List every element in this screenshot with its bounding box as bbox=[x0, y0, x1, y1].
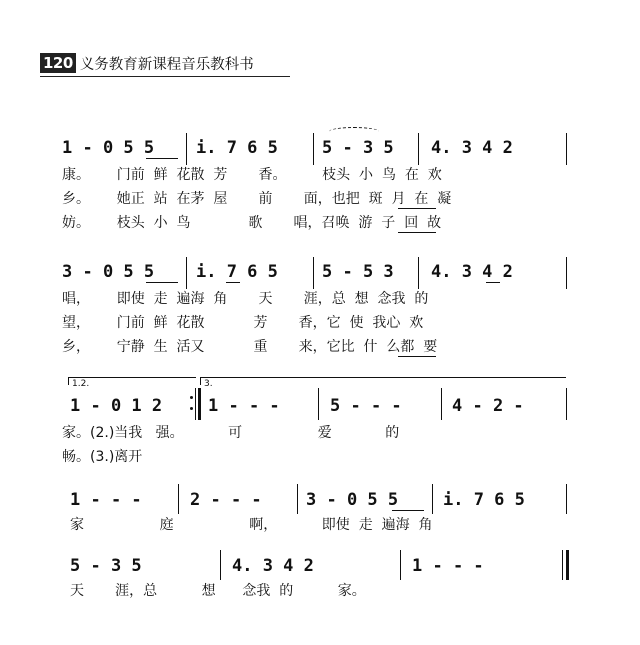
lyric-line: 妨。 枝头 小 鸟 歌 唱，召唤 游 子 回 故 bbox=[62, 215, 442, 231]
measure-3-3: 5 - - - bbox=[330, 396, 402, 416]
lyric-line: 乡。 她正 站 在茅 屋 前 面，也把 斑 月 在 凝 bbox=[62, 191, 452, 207]
volta-bracket bbox=[68, 377, 69, 385]
barline bbox=[418, 133, 419, 165]
measure-1-4: 4. 3 4 2 bbox=[431, 138, 513, 158]
lyric-line: 天 涯，总 想 念我 的 家。 bbox=[70, 583, 366, 599]
measure-2-2: i. 7 6 5 bbox=[196, 262, 278, 282]
lyric-line: 家 庭 啊， 即使 走 遍海 角 bbox=[70, 517, 433, 533]
measure-4-1: 1 - - - bbox=[70, 490, 142, 510]
repeat-dot bbox=[190, 396, 193, 399]
barline bbox=[178, 484, 179, 514]
repeat-barline bbox=[198, 388, 201, 420]
volta-label-2: 3. bbox=[204, 379, 213, 389]
measure-4-3: 3 - 0 5 5 bbox=[306, 490, 399, 510]
measure-5-3: 1 - - - bbox=[412, 556, 484, 576]
lyric-line: 望， 门前 鲜 花散 芳 香，它 使 我心 欢 bbox=[62, 315, 424, 331]
lyric-underline bbox=[398, 356, 436, 357]
barline bbox=[566, 257, 567, 289]
barline bbox=[313, 257, 314, 289]
lyric-line: 康。 门前 鲜 花散 芳 香。 枝头 小 鸟 在 欢 bbox=[62, 167, 442, 183]
measure-3-2: 1 - - - bbox=[208, 396, 280, 416]
volta-label-1: 1.2. bbox=[72, 379, 90, 389]
book-title: 义务教育新课程音乐教科书 bbox=[79, 56, 254, 73]
lyric-underline bbox=[398, 208, 436, 209]
underline-beam bbox=[392, 510, 424, 511]
barline bbox=[297, 484, 298, 514]
measure-2-3: 5 - 5 3 bbox=[322, 262, 394, 282]
page-header bbox=[40, 51, 254, 75]
final-barline bbox=[566, 550, 569, 580]
barline bbox=[566, 133, 567, 165]
measure-5-1: 5 - 3 5 bbox=[70, 556, 142, 576]
final-barline bbox=[562, 550, 563, 580]
barline bbox=[432, 484, 433, 514]
measure-1-1: 1 - 0 5 5 bbox=[62, 138, 155, 158]
lyric-line: 唱， 即使 走 遍海 角 天 涯，总 想 念我 的 bbox=[62, 291, 429, 307]
measure-3-4: 4 - 2 - bbox=[452, 396, 524, 416]
barline bbox=[220, 550, 221, 580]
repeat-barline bbox=[195, 388, 196, 420]
volta-bracket bbox=[200, 377, 566, 378]
measure-4-2: 2 - - - bbox=[190, 490, 262, 510]
volta-bracket bbox=[68, 377, 196, 378]
barline bbox=[418, 257, 419, 289]
header-rule bbox=[40, 76, 290, 77]
underline-beam bbox=[146, 282, 178, 283]
lyric-line: 畅。(3.)离开 bbox=[62, 449, 143, 465]
underline-beam bbox=[226, 282, 240, 283]
barline bbox=[313, 133, 314, 165]
measure-4-4: i. 7 6 5 bbox=[443, 490, 525, 510]
underline-beam bbox=[486, 282, 500, 283]
repeat-dot bbox=[190, 407, 193, 410]
slur bbox=[329, 127, 379, 136]
measure-2-4: 4. 3 4 2 bbox=[431, 262, 513, 282]
barline bbox=[441, 388, 442, 420]
volta-bracket bbox=[200, 377, 201, 385]
barline bbox=[186, 257, 187, 289]
measure-2-1: 3 - 0 5 5 bbox=[62, 262, 155, 282]
barline bbox=[400, 550, 401, 580]
barline bbox=[566, 484, 567, 514]
measure-1-3: 5 - 3 5 bbox=[322, 138, 394, 158]
lyric-underline bbox=[398, 232, 436, 233]
barline bbox=[186, 133, 187, 165]
measure-3-1: 1 - 0 1 2 bbox=[70, 396, 163, 416]
barline bbox=[318, 388, 319, 420]
underline-beam bbox=[146, 158, 178, 159]
measure-5-2: 4. 3 4 2 bbox=[232, 556, 314, 576]
lyric-line: 乡， 宁静 生 活又 重 来，它比 什 么都 要 bbox=[62, 339, 438, 355]
lyric-line: 家。(2.)当我 强。 可 爱 的 bbox=[62, 425, 400, 441]
measure-1-2: i. 7 6 5 bbox=[196, 138, 278, 158]
barline bbox=[566, 388, 567, 420]
page-number: 120 bbox=[40, 53, 76, 73]
